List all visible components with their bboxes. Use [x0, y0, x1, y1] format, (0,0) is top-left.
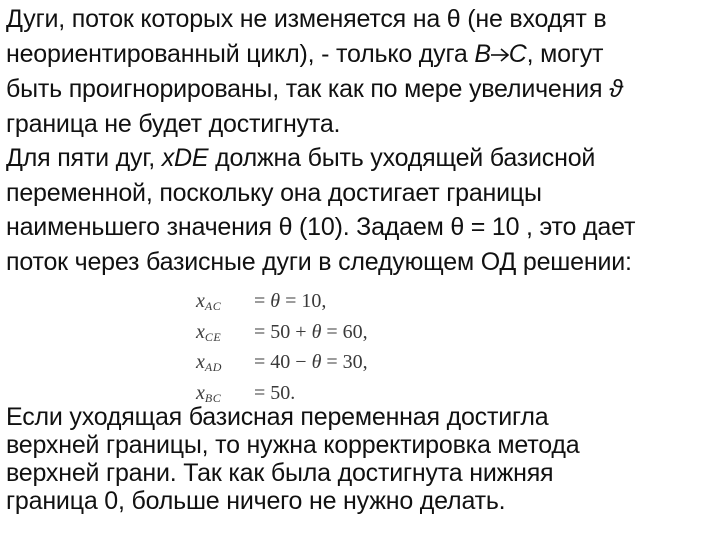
- text-line: [6, 141, 635, 176]
- equation-variable: $x_{CE}$: [196, 320, 222, 344]
- node-label-c: C: [508, 39, 527, 68]
- text-fragment: должна быть уходящей базисной: [208, 144, 596, 172]
- equation-variable: $x_{BC}$: [196, 381, 222, 405]
- equation-row: [196, 351, 368, 382]
- paragraph-conclusion: [6, 403, 579, 515]
- equation-row: [196, 290, 368, 321]
- text-fragment: , могут: [526, 39, 604, 68]
- equation-block: [196, 290, 368, 412]
- text-line: [6, 37, 635, 73]
- equation-rhs: = 40 − θ = 30,: [254, 351, 368, 373]
- text-fragment: быть проигнорированы, так как по мере увеличения: [6, 75, 610, 103]
- text-line: [6, 72, 635, 107]
- equation-rhs: = 50.: [254, 381, 296, 404]
- text-line: наименьшего значения θ (10). Задаем θ = 10 , это дает: [6, 213, 636, 241]
- equation-variable: $x_{AD}$: [196, 351, 222, 374]
- paragraph-intro: [6, 2, 635, 279]
- theta-symbol: ϑ: [609, 75, 623, 103]
- right-arrow-icon: [490, 38, 510, 73]
- text-line: Если уходящая базисная переменная достигла: [6, 403, 549, 431]
- variable-xde: xDE: [161, 144, 209, 172]
- text-line: верхней грани. Так как была достигнута нижняя: [6, 459, 554, 487]
- equation-variable: $x_{AC}$: [196, 290, 222, 313]
- equation-rhs: = θ = 10,: [254, 290, 327, 312]
- text-line: верхней границы, то нужна корректировка метода: [6, 431, 580, 459]
- equation-rhs: = 50 + θ = 60,: [254, 320, 368, 343]
- text-line: поток через базисные дуги в следующем ОД решении:: [6, 247, 632, 276]
- text-line: переменной, поскольку она достигает границы: [6, 178, 542, 207]
- text-line: граница 0, больше ничего не нужно делать.: [6, 487, 506, 515]
- text-line: Дуги, поток которых не изменяется на θ (не входят в: [6, 5, 607, 33]
- equation-row: [196, 321, 368, 352]
- text-fragment: Для пяти дуг,: [6, 144, 162, 172]
- node-label-b: B: [474, 39, 491, 68]
- text-fragment: неориентированный цикл), - только дуга: [6, 39, 475, 68]
- text-line: граница не будет достигнута.: [6, 109, 341, 138]
